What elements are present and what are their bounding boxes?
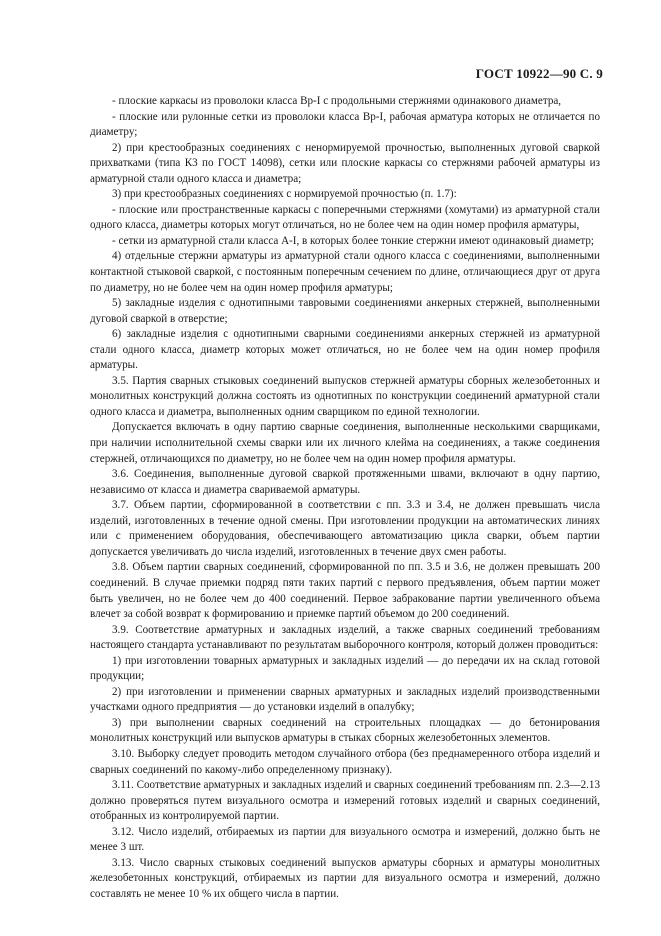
paragraph: Допускается включать в одну партию сварные соединения, выполненные несколькими сварщиками, при наличии исполнительной схемы сварки или их личного клейма на соединениях, а также соединения стержней, отличающихся по диаметру, но не более чем на один номер профиля арматуры. xyxy=(90,421,600,465)
paragraph: 3.11. Соответствие арматурных и закладных изделий и сварных соединений требованиям пп. 2.3—2.13 должно проверяться путем визуального осмотра и измерений готовых изделий и сварных соединений, отобранных из контролируемой партии. xyxy=(90,779,600,823)
paragraph: 3.8. Объем партии сварных соединений, сформированной по пп. 3.5 и 3.6, не должен превышать 200 соединений. В случае приемки подряд пяти таких партий с первого предъявления, объем партии может быть увеличен, но не более чем до 400 соединений. Первое забракование партии увеличенного объема влечет за собой возврат к формированию и приемке партий объемом до 200 соединений. xyxy=(90,561,600,621)
paragraph: 6) закладные изделия с однотипными сварными соединениями анкерных стержней из арматурной стали одного класса, диаметр которых может отличаться, но не более чем на один номер профиля арматуры. xyxy=(90,328,600,372)
paragraph: 3.7. Объем партии, сформированной в соответствии с пп. 3.3 и 3.4, не должен превышать числа изделий, изготовленных в течение одной смены. При изготовлении продукции на автоматических линиях или с применением оборудования, обеспечивающего автоматизацию цикла сварки, объем партии допускается увеличивать до числа изделий, изготовленных в течение двух смен работы. xyxy=(90,499,600,558)
page-header: ГОСТ 10922—90 С. 9 xyxy=(475,66,603,81)
paragraph: 3.9. Соответствие арматурных и закладных изделий, а также сварных соединений требованиям настоящего стандарта устанавливают по результатам выборочного контроля, который должен проводиться: xyxy=(90,623,600,652)
paragraph: - сетки из арматурной стали класса А-I, в которых более тонкие стержни имеют одинаковый диаметр; xyxy=(112,234,594,247)
paragraph: 4) отдельные стержни арматуры из арматурной стали одного класса с соединениями, выполненными контактной стыковой сваркой, с постоянным поперечным сечением по длине, отличающиеся друг от друга по диаметру, но не более чем на один номер профиля арматуры; xyxy=(90,250,600,294)
paragraph: 5) закладные изделия с однотипными тавровыми соединениями анкерных стержней, выполненными дуговой сваркой в отверстие; xyxy=(90,297,600,325)
paragraph: 3) при выполнении сварных соединений на строительных площадках — до бетонирования монолитных конструкций или выпусков арматуры в стыках сборных железобетонных элементов. xyxy=(90,716,600,745)
paragraph: 2) при изготовлении и применении сварных арматурных и закладных изделий производственными участками одного предприятия — до установки изделий в опалубку; xyxy=(90,685,600,714)
document-body xyxy=(90,94,600,902)
paragraph: 2) при крестообразных соединениях с ненормируемой прочностью, выполненных дуговой сваркой прихватками (типа К3 по ГОСТ 14098), сетки или плоские каркасы со стержнями рабочей арматуры из арматурной стали одного класса и диаметра; xyxy=(90,141,600,185)
paragraph: - плоские каркасы из проволоки класса Вр-I с продольными стержнями одинакового диаметра, xyxy=(112,95,562,107)
paragraph: 3.13. Число сварных стыковых соединений выпусков арматуры сборных и арматуры монолитных железобетонных конструкций, отбираемых из партии для визуального осмотра и измерений, должно составлять не менее 10 % их общего числа в партии. xyxy=(90,856,600,900)
paragraph: - плоские или пространственные каркасы с поперечными стержнями (хомутами) из арматурной стали одного класса, диаметры которых могут отличаться, но не более чем на один номер профиля арматуры, xyxy=(90,203,600,232)
paragraph: 3) при крестообразных соединениях с нормируемой прочностью (п. 1.7): xyxy=(112,188,457,201)
paragraph: 3.6. Соединения, выполненные дуговой сваркой протяженными швами, включают в одну партию, независимо от класса и диаметра свариваемой арматуры. xyxy=(90,468,600,496)
paragraph: 3.12. Число изделий, отбираемых из партии для визуального осмотра и измерений, должно быть не менее 3 шт. xyxy=(90,825,600,854)
paragraph: - плоские или рулонные сетки из проволоки класса Вр-I, рабочая арматура которых не отличается по диаметру; xyxy=(90,110,600,139)
paragraph: 3.5. Партия сварных стыковых соединений выпусков стержней арматуры сборных железобетонных и монолитных конструкций должна состоять из однотипных по конструкции соединений арматурной стали одного класса и диаметра, выполненных одним сварщиком по единой технологии. xyxy=(90,374,600,418)
paragraph: 1) при изготовлении товарных арматурных и закладных изделий — до передачи их на склад готовой продукции; xyxy=(90,654,600,683)
paragraph: 3.10. Выборку следует проводить методом случайного отбора (без преднамеренного отбора изделий и сварных соединений по какому-либо определенному признаку). xyxy=(90,747,600,776)
